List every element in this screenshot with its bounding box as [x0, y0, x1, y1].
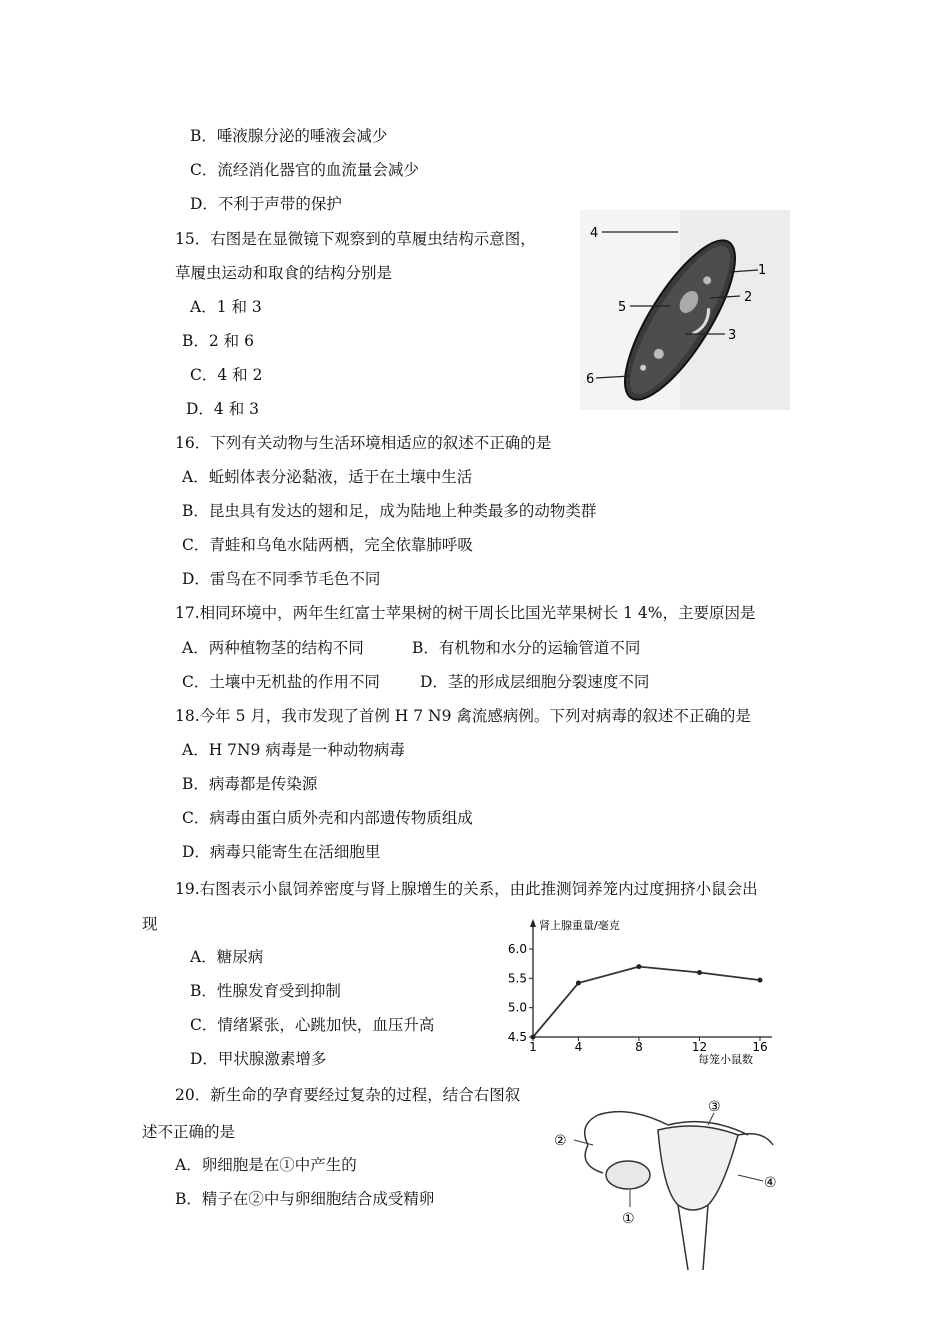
adrenal-weight-chart [490, 915, 790, 1075]
q16-option-c: C．青蛙和乌龟水陆两栖，完全依靠肺呼吸 [182, 536, 473, 554]
q19-stem-cont: 现 [142, 915, 158, 933]
fig-label-3-uterus: ③ [708, 1099, 721, 1115]
fig-label-6: 6 [586, 372, 595, 387]
vagina [678, 1205, 708, 1270]
fallopian-tube-left [585, 1112, 668, 1145]
q18-option-d: D．病毒只能寄生在活细胞里 [182, 843, 381, 861]
x-tick-label: 4 [574, 1040, 583, 1054]
x-axis-label: 每笼小鼠数 [698, 1053, 753, 1066]
fig-label-4-vagina: ④ [764, 1175, 777, 1191]
q14-option-d: D．不利于声带的保护 [190, 195, 342, 213]
q17-option-a: A．两种植物茎的结构不同 [182, 639, 364, 657]
q16-option-b: B．昆虫具有发达的翅和足，成为陆地上种类最多的动物类群 [182, 502, 597, 520]
reproductive-system-figure [548, 1095, 793, 1275]
q16-stem: 16．下列有关动物与生活环境相适应的叙述不正确的是 [175, 434, 552, 452]
q17-option-d: D．茎的形成层细胞分裂速度不同 [420, 673, 650, 691]
fig-label-1-ovary: ① [622, 1211, 635, 1227]
q14-option-b: B．唾液腺分泌的唾液会减少 [190, 127, 388, 145]
y-tick-label: 5.5 [507, 971, 527, 986]
fig-label-4: 4 [590, 226, 599, 241]
q15-stem: 15．右图是在显微镜下观察到的草履虫结构示意图， [175, 230, 536, 248]
q15-stem-cont: 草履虫运动和取食的结构分别是 [175, 264, 393, 282]
q18-option-b: B．病毒都是传染源 [182, 775, 318, 793]
q19-option-a: A．糖尿病 [190, 948, 264, 966]
y-axis-label: 肾上腺重量/毫克 [539, 919, 620, 932]
q16-option-d: D．雷鸟在不同季节毛色不同 [182, 570, 381, 588]
q14-option-c: C．流经消化器官的血流量会减少 [190, 161, 419, 179]
ovary [606, 1161, 650, 1189]
x-tick-label: 12 [691, 1040, 708, 1054]
fig-label-2: 2 [744, 290, 753, 305]
data-point [636, 964, 641, 969]
q15-option-d: D．4 和 3 [186, 400, 260, 418]
q20-stem-cont: 述不正确的是 [142, 1123, 236, 1141]
q20-stem: 20．新生命的孕育要经过复杂的过程，结合右图叙 [175, 1086, 521, 1104]
q15-option-a: A．1 和 3 [190, 298, 262, 316]
fig-label-3: 3 [728, 328, 737, 343]
q20-option-b: B．精子在②中与卵细胞结合成受精卵 [175, 1190, 435, 1208]
q15-option-c: C．4 和 2 [190, 366, 263, 384]
y-tick-label: 6.0 [507, 942, 527, 956]
series-line [533, 967, 760, 1037]
q18-option-a: A．H 7N9 病毒是一种动物病毒 [182, 741, 405, 759]
x-tick-label: 8 [635, 1040, 643, 1054]
y-tick-label: 5.0 [507, 1000, 527, 1015]
data-point [758, 978, 763, 983]
y-axis-arrow [530, 919, 536, 927]
q19-stem: 19.右图表示小鼠饲养密度与肾上腺增生的关系，由此推测饲养笼内过度拥挤小鼠会出 [175, 880, 758, 898]
fig-label-1: 1 [758, 263, 767, 278]
q18-stem: 18.今年 5 月，我市发现了首例 H 7 N9 禽流感病例。下列对病毒的叙述不正确的是 [175, 707, 751, 725]
q20-option-a: A．卵细胞是在①中产生的 [175, 1156, 357, 1174]
paramecium-figure [580, 210, 790, 410]
uterus [658, 1126, 738, 1210]
y-tick-label: 4.5 [507, 1030, 527, 1044]
q15-option-b: B．2 和 6 [182, 332, 254, 350]
q18-option-c: C．病毒由蛋白质外壳和内部遗传物质组成 [182, 809, 473, 827]
data-point [531, 1035, 536, 1040]
q17-option-c: C．土壤中无机盐的作用不同 [182, 673, 380, 691]
x-tick-label: 1 [529, 1040, 537, 1054]
fig-label-2-fallopian: ② [554, 1133, 567, 1149]
q19-option-b: B．性腺发育受到抑制 [190, 982, 341, 1000]
data-point [576, 981, 581, 986]
q16-option-a: A．蚯蚓体表分泌黏液，适于在土壤中生活 [182, 468, 473, 486]
q17-stem: 17.相同环境中，两年生红富士苹果树的树干周长比国光苹果树长 1 4%，主要原因是 [175, 604, 756, 622]
fig-label-5: 5 [618, 300, 627, 315]
q17-option-b: B．有机物和水分的运输管道不同 [412, 639, 641, 657]
q19-option-c: C．情绪紧张，心跳加快，血压升高 [190, 1016, 435, 1034]
q19-option-d: D．甲状腺激素增多 [190, 1050, 327, 1068]
data-point [697, 970, 702, 975]
x-tick-label: 16 [752, 1040, 768, 1054]
